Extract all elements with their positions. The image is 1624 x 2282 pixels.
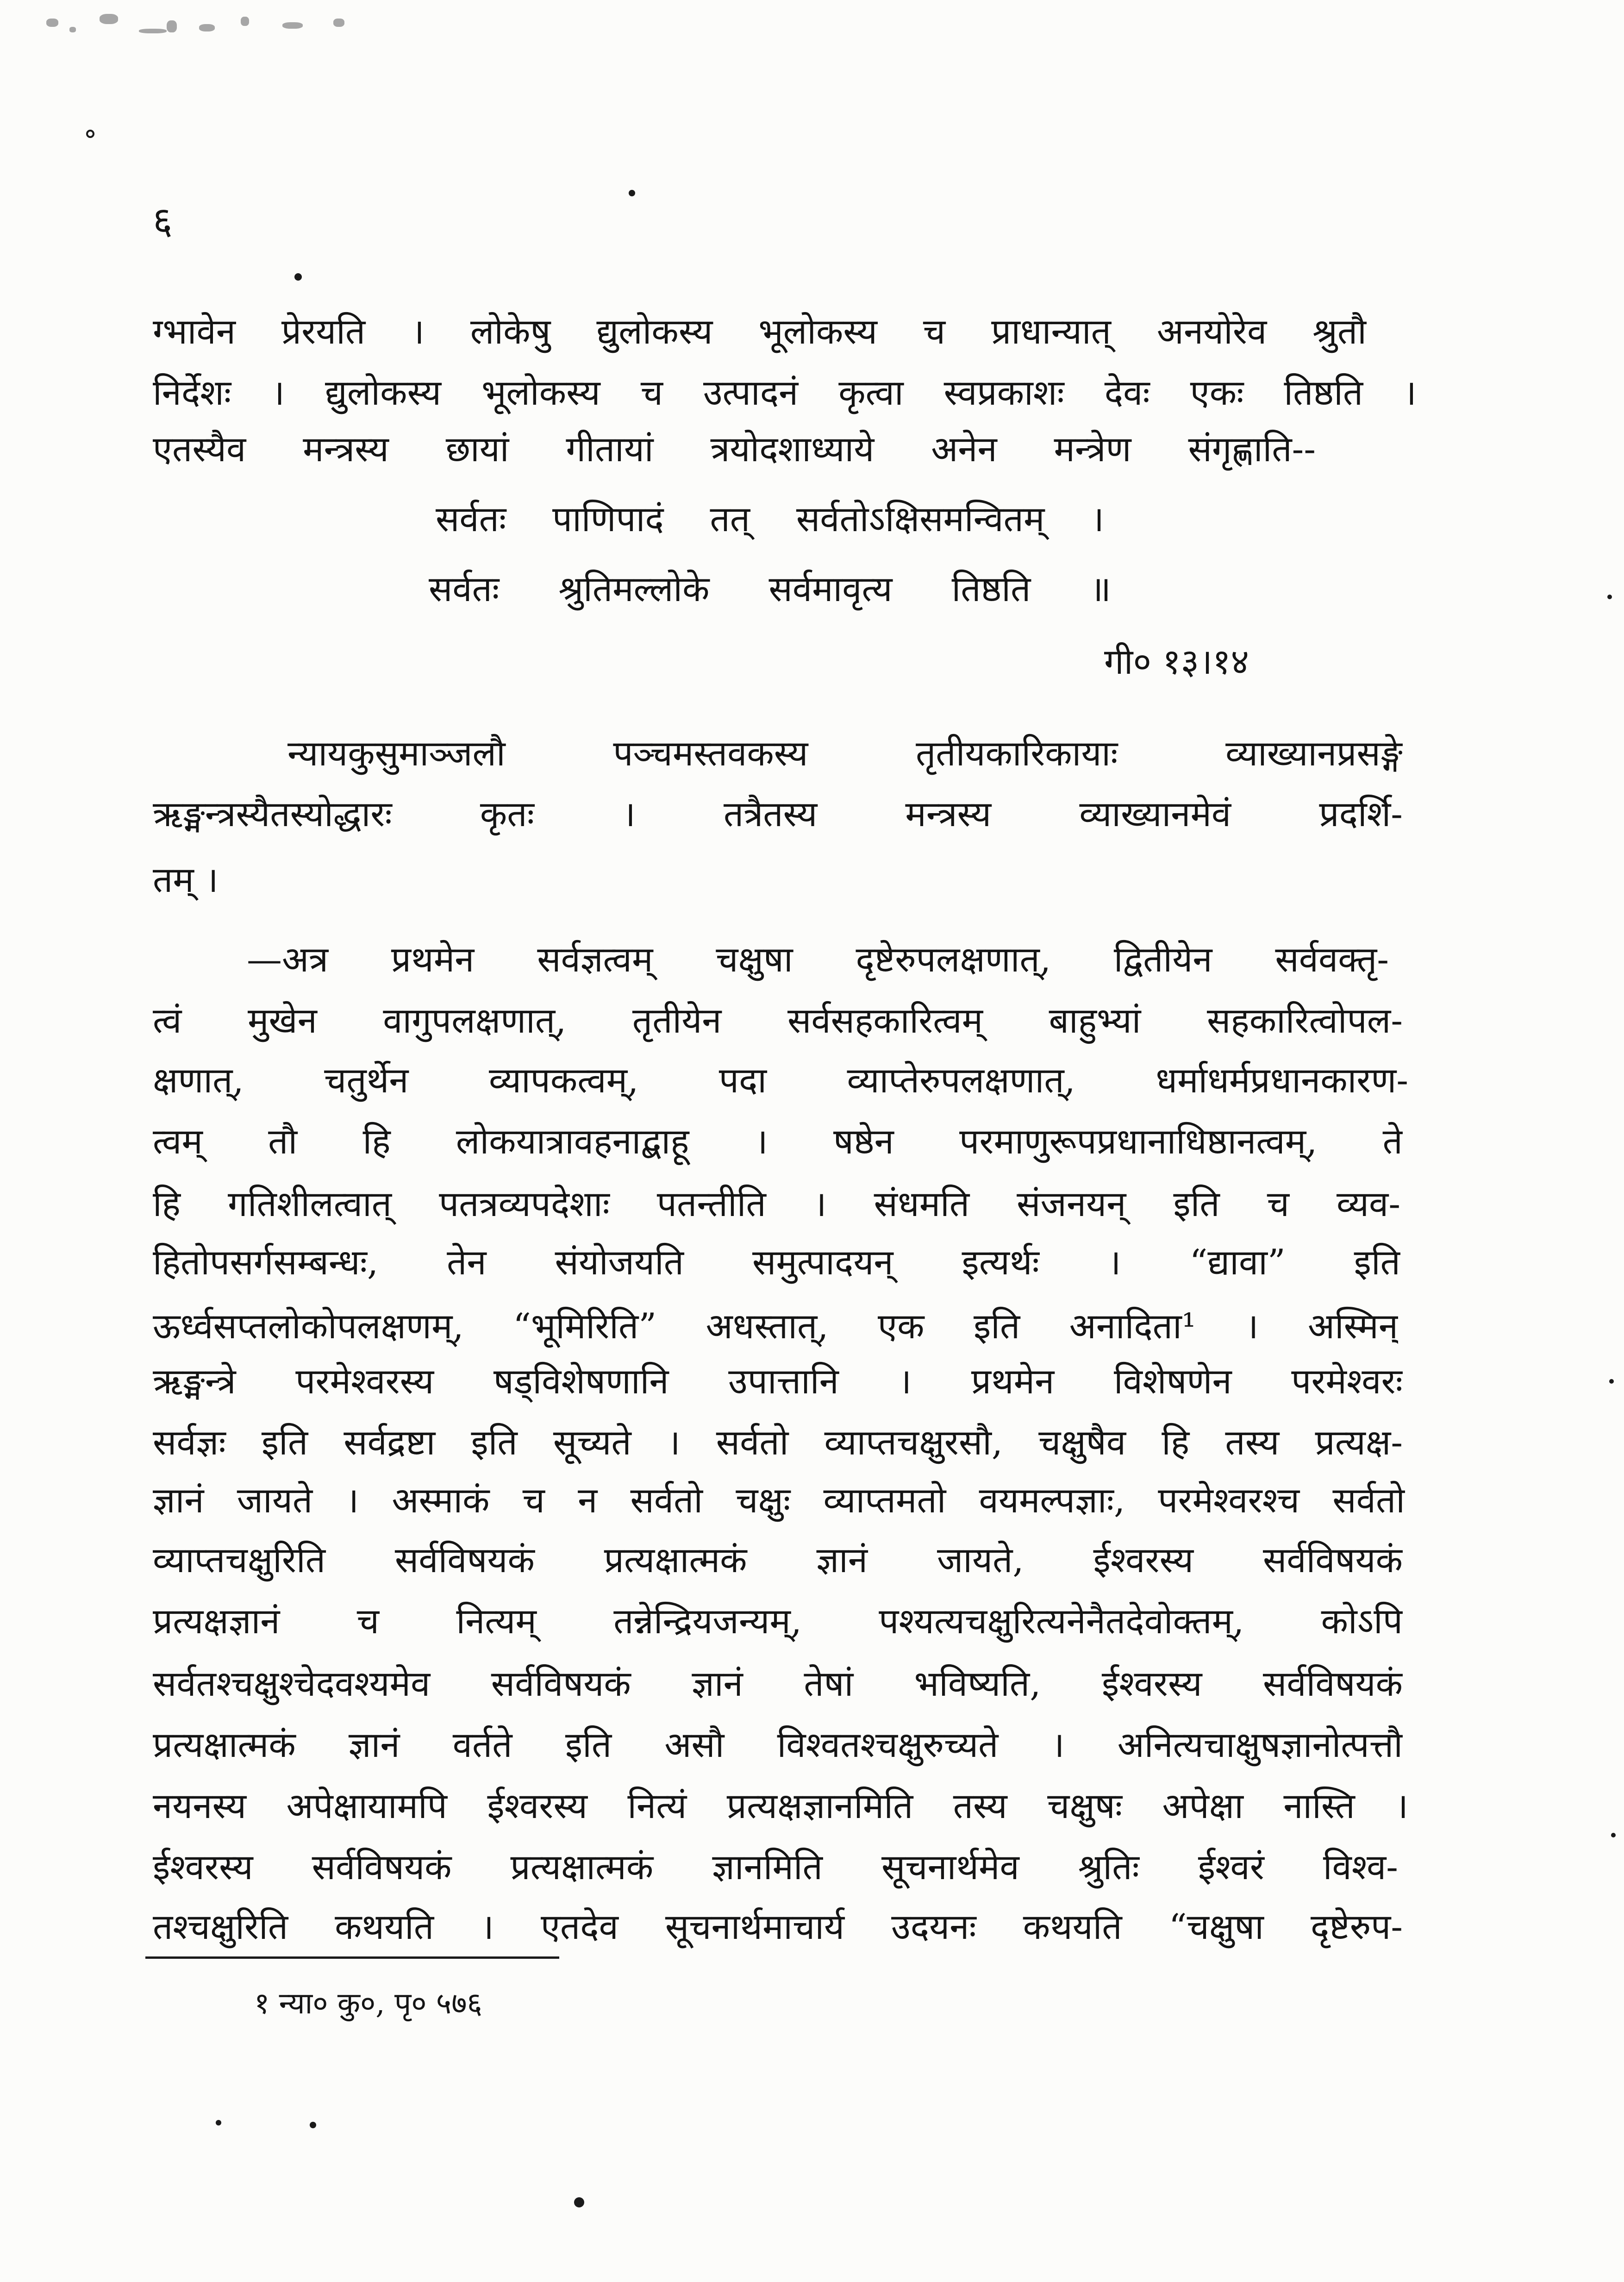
ink-dot [1609,1379,1614,1384]
text-line: ऊर्ध्वसप्तलोकोपलक्षणम्, “भूमिरिति” अधस्तात्, एक इति अनादिता¹ । अस्मिन् [153,1305,1398,1347]
scan-speckle [139,29,167,33]
text-line: ज्ञानं जायते । अस्माकं च न सर्वतो चक्षुः व्याप्तमतो वयमल्पज्ञाः, परमेश्वरश्च सर्वतो [153,1480,1405,1521]
ink-dot [574,2197,584,2207]
page-number: ६ [153,199,173,243]
ink-dot [1607,595,1612,599]
text-line: ऋङ्मन्त्रस्यैतस्योद्धारः कृतः । तत्रैतस्य मन्त्रस्य व्याख्यानमेवं प्रदर्शि- [153,793,1403,834]
ink-dot [310,2122,316,2128]
ink-ring [86,130,94,138]
text-line: त्वम् तौ हि लोकयात्रावहनाद्बाहू । षष्ठेन परमाणुरूपप्रधानाधिष्ठानत्वम्, ते [153,1121,1403,1162]
scan-speckle [241,17,249,26]
verse-line: सर्वतः श्रुतिमल्लोके सर्वमावृत्य तिष्ठति ॥ [429,568,1111,609]
verse-line: सर्वतः पाणिपादं तत् सर्वतोऽक्षिसमन्वितम् । [436,498,1104,539]
footnote-rule [145,1956,559,1959]
text-line: हितोपसर्गसम्बन्धः, तेन संयोजयति समुत्पादयन् इत्यर्थः । “द्यावा” इति [153,1241,1400,1283]
scan-speckle [282,22,303,29]
text-line: प्रत्यक्षज्ञानं च नित्यम् तन्नेन्द्रियजन्यम्, पश्यत्यचक्षुरित्यनेनैतदेवोक्तम्, कोऽपि [153,1600,1403,1642]
scan-speckle [167,20,177,32]
ink-dot [294,273,302,281]
text-line: नयनस्य अपेक्षायामपि ईश्वरस्य नित्यं प्रत्यक्षज्ञानमिति तस्य चक्षुषः अपेक्षा नास्ति । [153,1785,1408,1826]
text-line: सर्वतश्चक्षुश्चेदवश्यमेव सर्वविषयकं ज्ञानं तेषां भविष्यति, ईश्वरस्य सर्वविषयकं [153,1663,1403,1704]
text-line: तम् । [153,859,219,900]
text-line: ऋङ्मन्त्रे परमेश्वरस्य षड्विशेषणानि उपात्तानि । प्रथमेन विशेषणेन परमेश्वरः [153,1360,1403,1402]
ink-dot [629,190,635,196]
scan-speckle [333,19,344,27]
text-line: सर्वज्ञः इति सर्वद्रष्टा इति सूच्यते । सर्वतो व्याप्तचक्षुरसौ, चक्षुषैव हि तस्य प्रत्यक्ष- [153,1422,1403,1463]
scan-speckle [199,24,215,31]
text-line: तश्चक्षुरिति कथयति । एतदेव सूचनार्थमाचार्य उदयनः कथयति “चक्षुषा दृष्टेरुप- [153,1906,1403,1947]
text-line: निर्देशः । द्युलोकस्य भूलोकस्य च उत्पादनं कृत्वा स्वप्रकाशः देवः एकः तिष्ठति । [153,372,1417,413]
text-line: त्वं मुखेन वागुपलक्षणात्, तृतीयेन सर्वसहकारित्वम् बाहुभ्यां सहकारित्वोपल- [153,1000,1403,1041]
scan-speckle [69,27,76,32]
scan-speckle [46,19,58,27]
text-line: ईश्वरस्य सर्वविषयकं प्रत्यक्षात्मकं ज्ञानमिति सूचनार्थमेव श्रुतिः ईश्वरं विश्व- [153,1846,1398,1887]
text-line: ग्भावेन प्रेरयति । लोकेषु द्युलोकस्य भूलोकस्य च प्राधान्यात् अनयोरेव श्रुतौ [153,311,1367,352]
ink-dot [216,2120,221,2125]
text-line: एतस्यैव मन्त्रस्य छायां गीतायां त्रयोदशाध्याये अनेन मन्त्रेण संगृह्णाति-- [153,428,1316,470]
text-line: न्यायकुसुमाञ्जलौ पञ्चमस्तवकस्य तृतीयकारिकायाः व्याख्यानप्रसङ्गे [287,733,1403,774]
text-line: क्षणात्, चतुर्थेन व्यापकत्वम्, पदा व्याप्तेरुपलक्षणात्, धर्माधर्मप्रधानकारण- [153,1060,1408,1101]
text-line: हि गतिशीलत्वात् पतत्रव्यपदेशाः पतन्तीति । संधमति संजनयन् इति च व्यव- [153,1183,1400,1224]
ink-dot [1611,1833,1616,1837]
verse-reference: गी० १३।१४ [1104,641,1249,682]
text-line: प्रत्यक्षात्मकं ज्ञानं वर्तते इति असौ विश्वतश्चक्षुरुच्यते । अनित्यचाक्षुषज्ञानोत्पत्तौ [153,1724,1403,1765]
text-line: व्याप्तचक्षुरिति सर्वविषयकं प्रत्यक्षात्मकं ज्ञानं जायते, ईश्वरस्य सर्वविषयकं [153,1539,1403,1580]
footnote: १ न्या० कु०, पृ० ५७६ [254,1987,482,2021]
text-line: —अत्र प्रथमेन सर्वज्ञत्वम् चक्षुषा दृष्टेरुपलक्षणात्, द्वितीयेन सर्ववक्तृ- [247,939,1389,980]
scan-speckle [100,14,118,24]
